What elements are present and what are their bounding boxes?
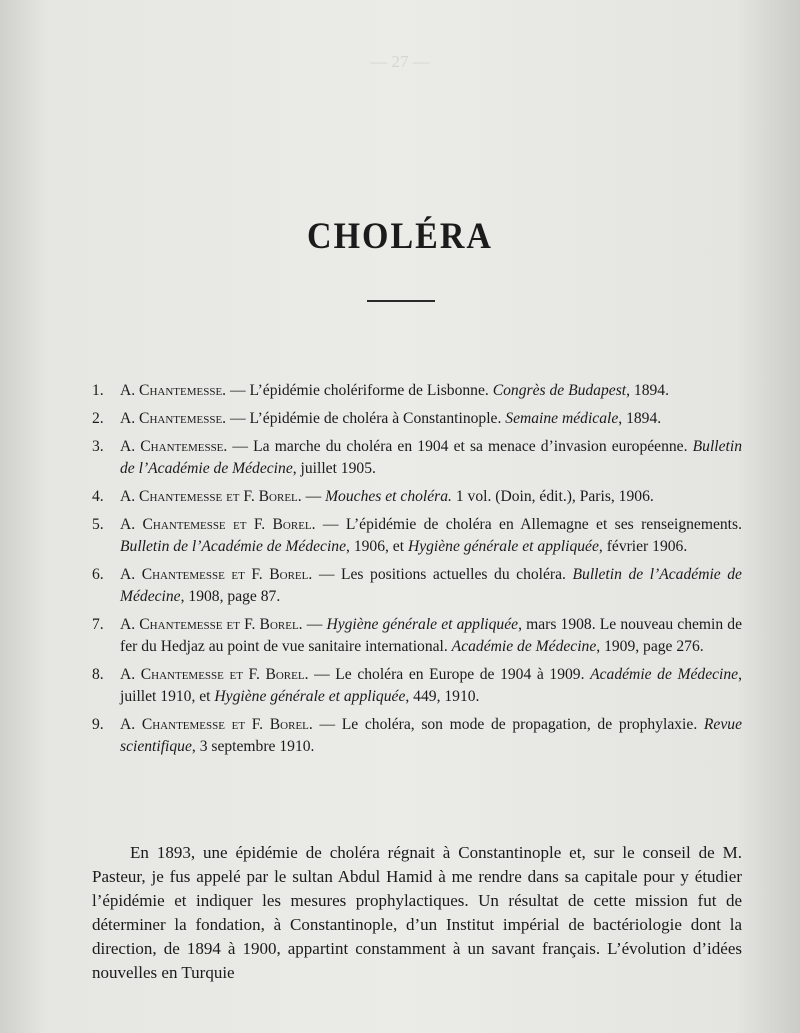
reference-text: — (301, 488, 326, 505)
reference-text: , 3 septembre 1910. (191, 738, 315, 755)
body-paragraph (92, 841, 742, 985)
reference-text: , 1906, et (346, 538, 408, 555)
reference-source: Hygiène générale et appliquée (407, 538, 599, 555)
reference-number: 8. (92, 666, 104, 683)
reference-text: — Le choléra en Europe de 1904 à 1909. (308, 666, 591, 683)
reference-authors: A. Chantemesse. (120, 438, 228, 455)
reference-text: , 1909, page 276. (596, 638, 704, 655)
reference-item (92, 714, 742, 758)
reference-authors: A. Chantemesse. (120, 410, 227, 427)
reference-text: , février 1906. (598, 538, 688, 555)
reference-text: , 449, 1910. (405, 688, 480, 705)
reference-number: 7. (92, 616, 104, 633)
reference-source: Bulletin de l’Académie de Médecine (120, 566, 742, 605)
reference-authors: A. Chantemesse et F. Borel. (120, 616, 303, 633)
reference-text: , 1894. (626, 382, 669, 399)
reference-text: , 1894. (618, 410, 662, 427)
reference-text: — L’épidémie de choléra à Constantinople. (226, 410, 506, 427)
reference-text: — Le choléra, son mode de propagation, de prophylaxie. (312, 716, 704, 733)
reference-authors: A. Chantemesse et F. Borel. (120, 566, 313, 583)
title-rule (367, 300, 435, 302)
reference-source: Semaine médicale (505, 410, 619, 427)
reference-item (92, 408, 742, 430)
reference-number: 5. (92, 516, 104, 533)
reference-number: 6. (92, 566, 104, 583)
reference-source: Hygiène générale et appliquée (326, 616, 519, 633)
reference-authors: A. Chantemesse. (120, 382, 227, 399)
reference-text: 1 vol. (Doin, édit.), Paris, 1906. (451, 488, 654, 505)
bleed-through-page-number: — 27 — (370, 52, 430, 71)
reference-source: Congrès de Budapest (492, 382, 627, 399)
reference-authors: A. Chantemesse et F. Borel. (120, 716, 313, 733)
reference-text: — (302, 616, 327, 633)
reference-authors: A. Chantemesse et F. Borel. (120, 666, 309, 683)
reference-source: Hygiène générale et appliquée (214, 688, 406, 705)
reference-source: Bulletin de l’Académie de Médecine (120, 438, 742, 477)
body-text: En 1893, une épidémie de choléra régnait à Constantinople et, sur le conseil de M. Pasteur, je fus appelé par le sultan Abdul Hamid à me rendre dans sa capitale pour y étudier l’épidémie et indiquer les mesures prophylactiques. Un résultat de cette mission fut de déterminer la fondation, à Constantinople, d’un Institut impérial de bactériologie dont la direction, de 1894 à 1900, appartint constamment à un savant français. L’évolution d’idées nouvelles en Turquie (92, 843, 742, 982)
reference-item (92, 436, 742, 480)
reference-text: , juillet 1910, et (120, 666, 742, 705)
reference-item (92, 514, 742, 558)
reference-source: Revue scientifique (120, 716, 742, 755)
reference-list (92, 380, 742, 764)
reference-text: , juillet 1905. (292, 460, 376, 477)
reference-text: — L’épidémie de choléra en Allemagne et ses renseignements. (315, 516, 742, 533)
reference-source: Académie de Médecine (590, 666, 739, 683)
reference-number: 2. (92, 410, 104, 427)
page-title: CHOLÉRA (307, 216, 493, 257)
reference-item (92, 380, 742, 402)
reference-number: 9. (92, 716, 104, 733)
reference-text: — La marche du choléra en 1904 et sa menace d’invasion européenne. (227, 438, 693, 455)
reference-item (92, 564, 742, 608)
reference-authors: A. Chantemesse et F. Borel. (120, 488, 302, 505)
reference-text: — L’épidémie cholériforme de Lisbonne. (226, 382, 493, 399)
reference-number: 4. (92, 488, 104, 505)
reference-item (92, 614, 742, 658)
reference-number: 3. (92, 438, 104, 455)
reference-source: Mouches et choléra. (325, 488, 452, 505)
reference-source: Bulletin de l’Académie de Médecine (120, 538, 347, 555)
reference-authors: A. Chantemesse et F. Borel. (120, 516, 316, 533)
reference-item (92, 486, 742, 508)
reference-source: Académie de Médecine (451, 638, 597, 655)
reference-text: — Les positions actuelles du choléra. (312, 566, 573, 583)
reference-number: 1. (92, 382, 104, 399)
reference-text: , mars 1908. Le nouveau chemin de fer du Hedjaz au point de vue sanitaire international. (120, 616, 743, 655)
reference-text: , 1908, page 87. (180, 588, 281, 605)
reference-item (92, 664, 742, 708)
